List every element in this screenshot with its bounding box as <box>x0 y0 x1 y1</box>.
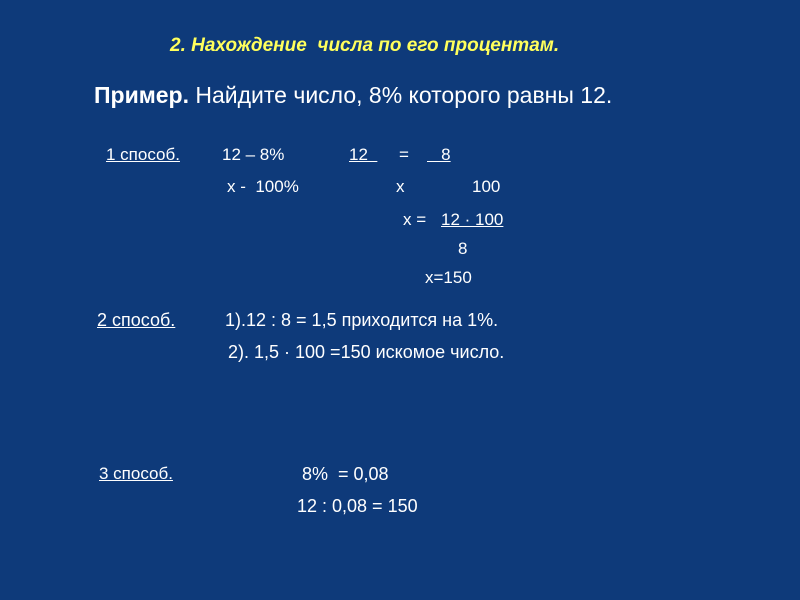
example-statement <box>94 84 612 107</box>
x-equation-numerator: 12 · 100 <box>441 210 504 229</box>
slide-heading: 2. Нахождение числа по его процентам. <box>170 35 560 56</box>
way2-step2: 2). 1,5 · 100 =150 искомое число. <box>228 342 505 362</box>
fraction-right-denominator: 100 <box>472 177 501 196</box>
fraction-left-numerator: 12 <box>349 145 378 164</box>
example-prefix: Пример. <box>94 82 189 108</box>
way3-label: 3 способ. <box>99 464 173 483</box>
x-equation-denominator: 8 <box>458 239 468 258</box>
fraction-equals: = <box>399 145 409 164</box>
x-equation-lhs: х = <box>403 210 431 229</box>
way3-step1: 8% = 0,08 <box>302 464 389 484</box>
fraction-left-denominator: х <box>396 177 405 196</box>
way1-proportion-line1: 12 – 8% <box>222 145 285 164</box>
way1-label: 1 способ. <box>106 145 180 164</box>
example-text: Найдите число, 8% которого равны 12. <box>188 82 613 108</box>
x-result: х=150 <box>425 268 472 287</box>
way2-label: 2 способ. <box>97 310 176 330</box>
way1-proportion-line2: х - 100% <box>227 177 299 196</box>
way3-step2: 12 : 0,08 = 150 <box>297 496 418 516</box>
fraction-right-numerator: 8 <box>427 145 451 164</box>
way2-step1: 1).12 : 8 = 1,5 приходится на 1%. <box>225 310 499 330</box>
